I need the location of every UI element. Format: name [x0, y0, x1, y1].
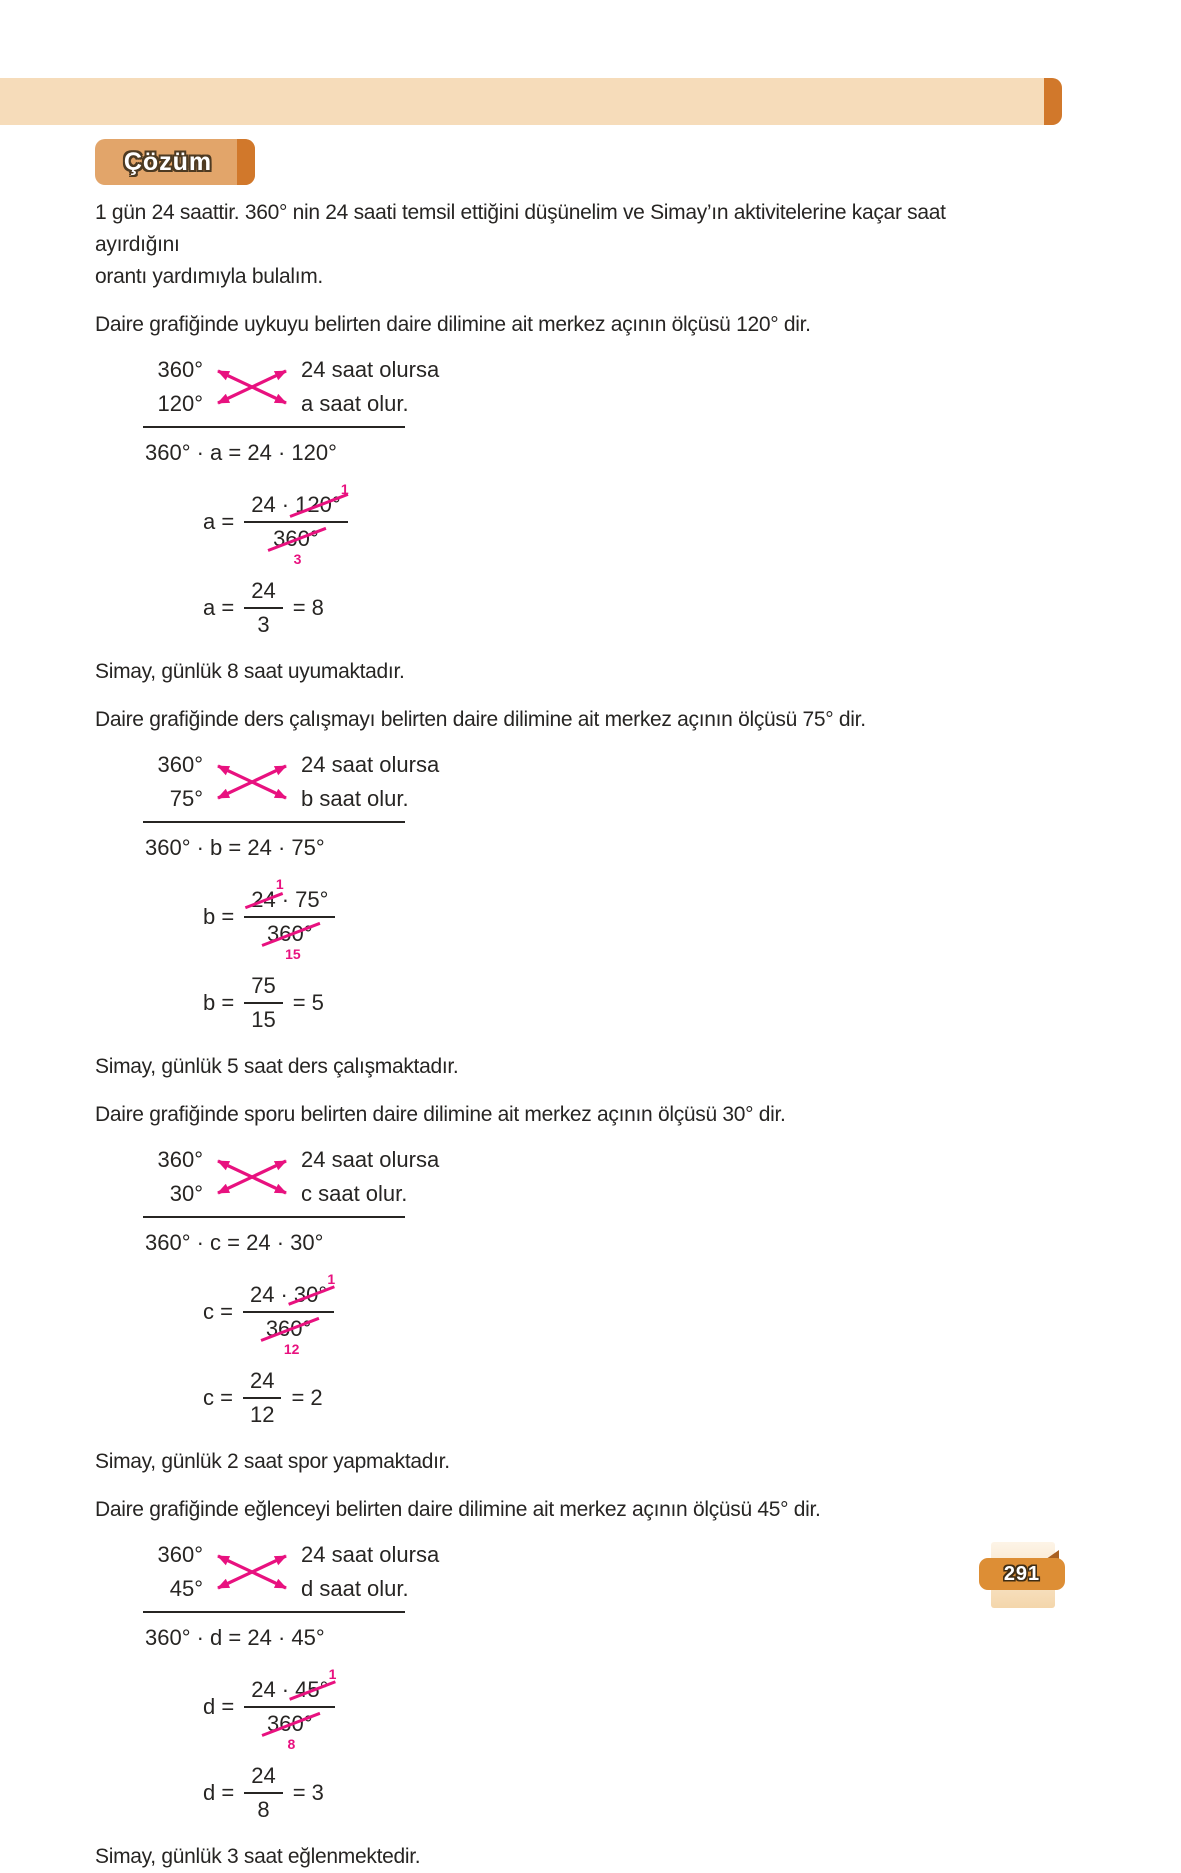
page-number: 291 [1003, 1562, 1041, 1585]
fraction-denominator: 12 [249, 1402, 275, 1427]
cross-product-equation: 360° · c = 24 · 30° [145, 1230, 324, 1255]
hours-total: 24 saat olursa [301, 1147, 440, 1172]
fraction [244, 481, 349, 567]
proportion-degrees [143, 1538, 203, 1606]
fraction [244, 1666, 337, 1752]
block-conclusion: Simay, günlük 8 saat uyumaktadır. [95, 660, 405, 683]
fraction-lhs: c = [203, 1385, 233, 1410]
cross-multiply-arrows-icon [209, 753, 295, 811]
proportion-degrees [143, 1143, 203, 1211]
solution-block-fun [95, 1494, 1000, 1873]
block-intro: Daire grafiğinde sporu belirten daire dilimine ait merkez açının ölçüsü 30° dir. [95, 1103, 786, 1126]
proportion-rule [143, 1216, 405, 1218]
fraction-lhs: c = [203, 1299, 233, 1324]
cross-product-equation: 360° · d = 24 · 45° [145, 1625, 325, 1650]
fraction-numerator: 75 [244, 973, 282, 1004]
cancel-result-label: 3 [293, 551, 302, 567]
fraction-step-cancel [203, 876, 1000, 962]
fraction-step-result [203, 1368, 1000, 1428]
fraction-lhs: b = [203, 990, 235, 1015]
degree-part: 120° [157, 391, 203, 416]
hours-part: d saat olur. [301, 1576, 409, 1601]
block-intro: Daire grafiğinde eğlenceyi belirten daire dilimine ait merkez açının ölçüsü 45° dir. [95, 1498, 821, 1521]
degree-part: 45° [169, 1576, 203, 1601]
numerator-factor-2: 1 120° [295, 492, 341, 518]
solution-block-study [95, 704, 1000, 1083]
cancel-result-label: 1 [340, 481, 349, 497]
fraction-denominator [267, 1708, 313, 1752]
fraction-lhs: a = [203, 509, 235, 534]
fraction-step-result [203, 973, 1000, 1033]
numerator-factor-1: 24 · [251, 492, 290, 517]
intro-line-2: orantı yardımıyla bulalım. [95, 265, 323, 288]
fraction [244, 973, 282, 1033]
fraction-step-cancel [203, 1271, 1000, 1357]
proportion-hours [301, 1538, 439, 1606]
solution-badge-stripe [237, 139, 255, 185]
cancel-result-label: 15 [285, 946, 301, 962]
cancel-result-label: 8 [287, 1736, 296, 1752]
proportion-hours [301, 1143, 439, 1211]
solution-block-sport [95, 1099, 1000, 1478]
proportion-hours [301, 748, 439, 816]
hours-total: 24 saat olursa [301, 752, 440, 777]
fraction [244, 578, 282, 638]
fraction-numerator [244, 481, 349, 523]
fraction-denominator: 15 [251, 1007, 276, 1032]
fraction-lhs: a = [203, 595, 235, 620]
fraction-numerator [244, 876, 335, 918]
degree-total: 360° [157, 752, 203, 777]
page-number-badge [979, 1558, 1065, 1590]
block-conclusion: Simay, günlük 5 saat ders çalışmaktadır. [95, 1055, 459, 1078]
fraction [244, 876, 335, 962]
numerator-factor-2: · 75° [281, 887, 329, 912]
proportion [143, 1143, 1000, 1211]
fraction-lhs: d = [203, 1780, 235, 1805]
hours-part: b saat olur. [301, 786, 409, 811]
proportion-rule [143, 821, 405, 823]
fraction-numerator: 24 [244, 578, 282, 609]
degree-total: 360° [157, 1542, 203, 1567]
fraction-result: = 5 [292, 990, 324, 1015]
degree-total: 360° [157, 1147, 203, 1172]
block-conclusion: Simay, günlük 3 saat eğlenmektedir. [95, 1845, 421, 1868]
proportion-degrees [143, 353, 203, 421]
fraction-lhs: b = [203, 904, 235, 929]
degree-part: 30° [169, 1181, 203, 1206]
solution-block-sleep [95, 309, 1000, 688]
hours-total: 24 saat olursa [301, 357, 440, 382]
fraction-result: = 3 [292, 1780, 324, 1805]
denominator-factor: 360° 8 [267, 1711, 313, 1737]
block-intro: Daire grafiğinde ders çalışmayı belirten daire dilimine ait merkez açının ölçüsü 75° dir. [95, 708, 866, 731]
proportion-rule [143, 426, 405, 428]
fraction-lhs: d = [203, 1694, 235, 1719]
fraction-denominator [273, 523, 319, 567]
numerator-factor-2: 1 45° [295, 1677, 328, 1703]
proportion-hours [301, 353, 439, 421]
fraction-step-cancel [203, 1666, 1000, 1752]
cancel-result-label: 1 [275, 876, 284, 892]
fraction-step-result [203, 1763, 1000, 1823]
header-bar-cap [1044, 78, 1062, 125]
fraction-step-cancel [203, 481, 1000, 567]
hours-part: c saat olur. [301, 1181, 408, 1206]
proportion-rule [143, 1611, 405, 1613]
proportion [143, 1538, 1000, 1606]
fraction-denominator [267, 918, 313, 962]
cross-multiply-arrows-icon [209, 1543, 295, 1601]
solution-badge [95, 139, 255, 185]
section-header-bar [0, 78, 1062, 125]
intro-paragraph [95, 197, 1000, 293]
cancel-result-label: 12 [283, 1341, 300, 1357]
degree-part: 75° [169, 786, 203, 811]
fraction [244, 1763, 282, 1823]
hours-total: 24 saat olursa [301, 1542, 440, 1567]
numerator-factor-1: 24 · [251, 1677, 290, 1702]
hours-part: a saat olur. [301, 391, 409, 416]
fraction-denominator [265, 1313, 312, 1357]
numerator-factor-2: 1 30° [294, 1282, 327, 1308]
page-number-ribbon [979, 1542, 1065, 1608]
fraction-result: = 8 [292, 595, 324, 620]
page-content [95, 139, 1000, 1873]
numerator-factor-1: 1 24 [251, 887, 275, 913]
fraction-numerator [244, 1666, 337, 1708]
denominator-factor: 360° 3 [273, 526, 319, 552]
cross-multiply-arrows-icon [209, 358, 295, 416]
fraction-numerator [243, 1271, 336, 1313]
denominator-factor: 360° 12 [266, 1316, 312, 1342]
fraction-numerator: 24 [243, 1368, 281, 1399]
block-intro: Daire grafiğinde uykuyu belirten daire dilimine ait merkez açının ölçüsü 120° dir. [95, 313, 811, 336]
proportion [143, 353, 1000, 421]
proportion [143, 748, 1000, 816]
cross-multiply-arrows-icon [209, 1148, 295, 1206]
fraction [243, 1368, 281, 1428]
proportion-degrees [143, 748, 203, 816]
fraction-denominator: 3 [257, 612, 270, 637]
block-conclusion: Simay, günlük 2 saat spor yapmaktadır. [95, 1450, 450, 1473]
fraction-result: = 2 [291, 1385, 323, 1410]
intro-line-1: 1 gün 24 saattir. 360° nin 24 saati temsil ettiğini düşünelim ve Simay’ın aktivitelerine kaçar saat ayırdığını [95, 201, 946, 256]
cross-product-equation: 360° · b = 24 · 75° [145, 835, 325, 860]
cancel-result-label: 1 [327, 1271, 336, 1287]
numerator-factor-1: 24 · [249, 1282, 288, 1307]
fraction [243, 1271, 336, 1357]
cross-product-equation: 360° · a = 24 · 120° [145, 440, 337, 465]
solution-badge-label: Çözüm [123, 147, 213, 176]
degree-total: 360° [157, 357, 203, 382]
fraction-step-result [203, 578, 1000, 638]
fraction-denominator: 8 [257, 1797, 270, 1822]
denominator-factor: 360° 15 [267, 921, 313, 947]
cancel-result-label: 1 [328, 1666, 337, 1682]
fraction-numerator: 24 [244, 1763, 282, 1794]
